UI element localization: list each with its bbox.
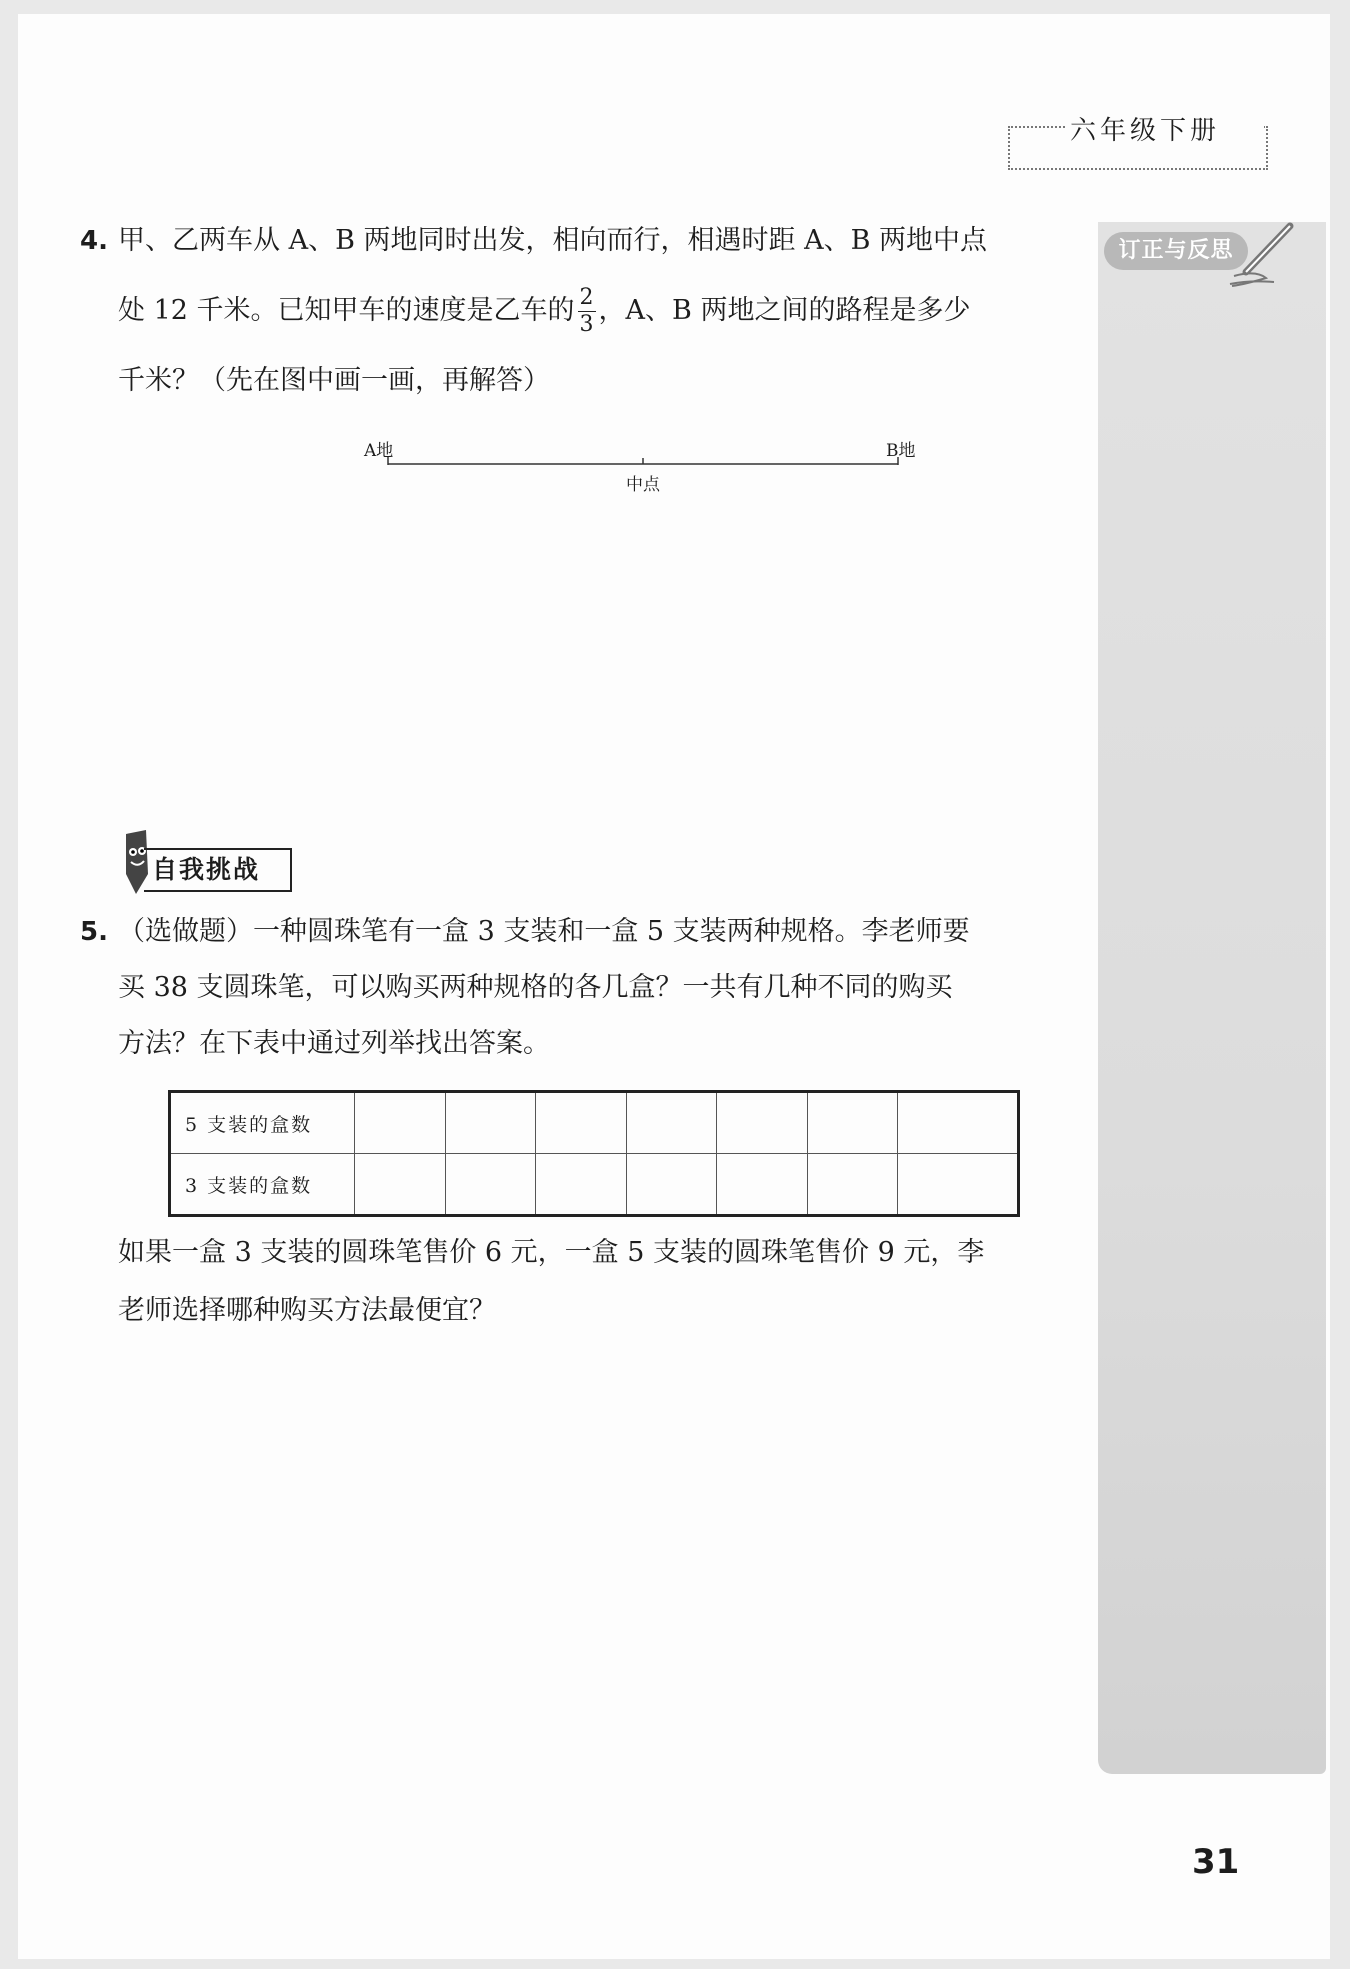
- reflect-label: 订正与反思: [1104, 232, 1248, 270]
- answer-cell[interactable]: [536, 1092, 627, 1154]
- b-place-label: B地: [886, 441, 916, 461]
- question-4-line2-start: 处 12 千米。已知甲车的速度是乙车的: [118, 295, 575, 326]
- answer-cell[interactable]: [536, 1154, 627, 1216]
- question-4-number: 4.: [80, 226, 108, 256]
- page-number: 31: [1192, 1842, 1240, 1882]
- question-5-number: 5.: [80, 917, 108, 947]
- pen-icon: [1226, 220, 1298, 290]
- question-5-followup-line1: 如果一盒 3 支装的圆珠笔售价 6 元，一盒 5 支装的圆珠笔售价 9 元，李: [118, 1237, 985, 1268]
- answer-cell[interactable]: [717, 1092, 808, 1154]
- table-row: [170, 1092, 1019, 1154]
- question-5-line2: 买 38 支圆珠笔，可以购买两种规格的各几盒？一共有几种不同的购买: [118, 972, 953, 1003]
- a-place-label: A地: [364, 441, 394, 461]
- question-4-line1: 甲、乙两车从 A、B 两地同时出发，相向而行，相遇时距 A、B 两地中点: [118, 225, 988, 256]
- reflection-margin-column: [1098, 222, 1326, 1774]
- answer-cell[interactable]: [807, 1154, 898, 1216]
- answer-cell[interactable]: [355, 1154, 446, 1216]
- grade-header-text: 六年级下册: [1066, 110, 1264, 147]
- answer-cell[interactable]: [445, 1154, 536, 1216]
- fraction-denominator: 3: [579, 312, 594, 337]
- row-label-5-pack: 5 支装的盒数: [170, 1092, 355, 1154]
- answer-cell[interactable]: [717, 1154, 808, 1216]
- answer-cell[interactable]: [898, 1154, 1019, 1216]
- question-5-line1: （选做题）一种圆珠笔有一盒 3 支装和一盒 5 支装两种规格。李老师要: [118, 916, 970, 947]
- question-4-line2: [118, 276, 1058, 346]
- challenge-section-title: 自我挑战: [144, 848, 292, 892]
- row-label-3-pack: 3 支装的盒数: [170, 1154, 355, 1216]
- table-row: [170, 1154, 1019, 1216]
- question-4: [80, 206, 1058, 416]
- box-count-table: [168, 1090, 1020, 1217]
- question-5-followup-line2: 老师选择哪种购买方法最便宜？: [118, 1295, 496, 1326]
- question-5: [80, 904, 1058, 1072]
- fraction-numerator: 2: [579, 285, 594, 310]
- question-4-line2-end: ，A、B 两地之间的路程是多少: [598, 295, 971, 326]
- answer-cell[interactable]: [626, 1154, 717, 1216]
- fraction-two-thirds: [578, 285, 596, 338]
- answer-cell[interactable]: [898, 1092, 1019, 1154]
- question-5-line3: 方法？在下表中通过列举找出答案。: [118, 1028, 550, 1059]
- answer-cell[interactable]: [445, 1092, 536, 1154]
- answer-cell[interactable]: [355, 1092, 446, 1154]
- midpoint-label: 中点: [626, 475, 660, 495]
- answer-cell[interactable]: [626, 1092, 717, 1154]
- question-4-line3: 千米？（先在图中画一画，再解答）: [118, 365, 550, 396]
- question-5-followup: [118, 1224, 1058, 1340]
- answer-cell[interactable]: [807, 1092, 898, 1154]
